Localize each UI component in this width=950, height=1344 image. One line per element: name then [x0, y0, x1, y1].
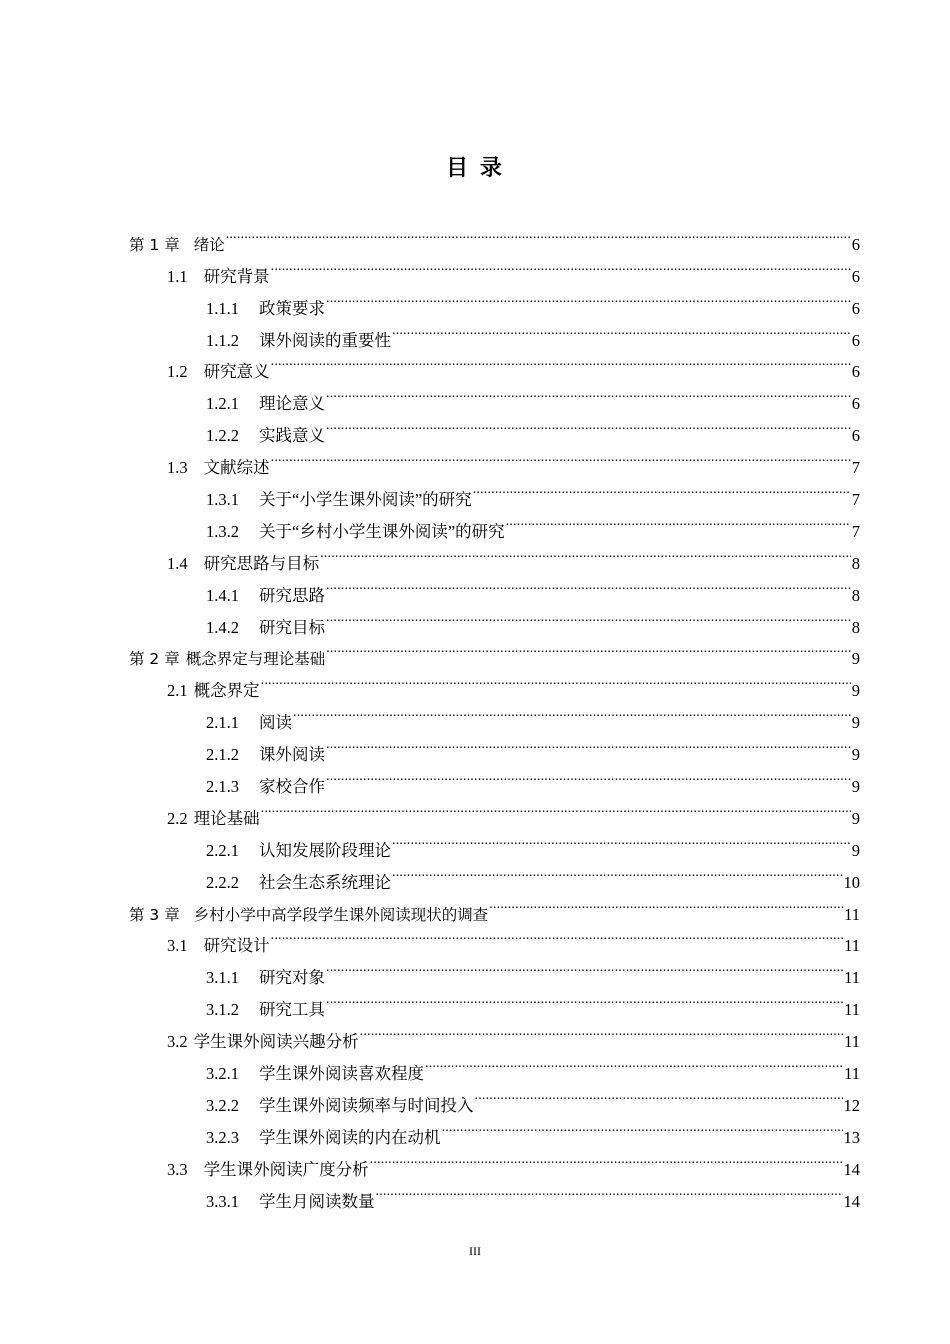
- toc-entry-page-number: 6: [851, 362, 860, 382]
- toc-entry-title: 研究背景: [203, 266, 270, 286]
- toc-entry-page-number: 6: [851, 426, 860, 446]
- toc-entry-page-number: 9: [851, 649, 860, 669]
- toc-entry[interactable]: [0, 346, 950, 382]
- toc-entry-number: 1.3.1: [206, 490, 239, 510]
- toc-dot-leader: [326, 760, 851, 792]
- toc-dot-leader: [506, 505, 851, 537]
- toc-entry-title: 研究工具: [259, 1000, 325, 1020]
- toc-dot-leader: [360, 1015, 843, 1047]
- toc-dot-leader: [326, 601, 851, 633]
- toc-entry-number: 1.3.2: [206, 521, 239, 541]
- toc-entry-page-number: 6: [851, 330, 860, 350]
- toc-entry-page-number: 12: [843, 1095, 860, 1115]
- toc-entry-title: 政策要求: [259, 298, 325, 318]
- toc-entry-title: 乡村小学中高学段学生课外阅读现状的调查: [193, 905, 489, 924]
- toc-entry-number: 2.1.1: [206, 713, 239, 733]
- toc-entry-title: 家校合作: [259, 777, 325, 797]
- toc-dot-leader: [425, 1047, 843, 1079]
- toc-dot-leader: [392, 824, 851, 856]
- toc-entry[interactable]: [0, 983, 950, 1020]
- toc-entry-title: 研究意义: [203, 362, 270, 382]
- toc-dot-leader: [271, 920, 843, 952]
- toc-entry-number: 3.1.1: [206, 968, 239, 988]
- toc-entry-page-number: 9: [851, 745, 860, 765]
- toc-entry[interactable]: [0, 1111, 950, 1147]
- toc-entry-number: 1.4: [167, 553, 188, 573]
- toc-entry-page-number: 11: [844, 936, 860, 956]
- toc-dot-leader: [489, 888, 843, 920]
- toc-entry[interactable]: [0, 569, 950, 605]
- toc-entry[interactable]: [0, 696, 950, 733]
- toc-entry-number: 3.1.2: [206, 1000, 239, 1020]
- toc-entry-title: 研究思路: [259, 585, 325, 605]
- toc-entry-page-number: 14: [843, 1191, 860, 1211]
- toc-entry[interactable]: [0, 601, 950, 637]
- toc-entry-title: 研究设计: [203, 936, 270, 956]
- toc-entry-title: 社会生态系统理论: [259, 872, 391, 892]
- toc-entry-page-number: 9: [851, 713, 860, 733]
- toc-dot-leader: [271, 441, 851, 473]
- toc-entry-number: 1.1: [167, 266, 188, 286]
- toc-entry-number: 第 2 章: [129, 650, 180, 669]
- toc-entry-title: 关于“小学生课外阅读”的研究: [259, 490, 472, 510]
- toc-entry[interactable]: [0, 760, 950, 797]
- toc-entry-page-number: 7: [851, 490, 860, 510]
- toc-dot-leader: [370, 1143, 843, 1175]
- toc-entry[interactable]: [0, 314, 950, 350]
- toc-entry-page-number: 6: [851, 234, 860, 254]
- toc-entry-number: 第 3 章: [129, 905, 180, 924]
- toc-entry-page-number: 6: [851, 298, 860, 318]
- toc-entry-page-number: 7: [851, 521, 860, 541]
- toc-entry-number: 1.4.1: [206, 585, 239, 605]
- toc-entry-number: 1.1.1: [206, 298, 239, 318]
- toc-entry-title: 认知发展阶段理论: [259, 840, 391, 860]
- toc-list: [0, 218, 950, 1211]
- toc-entry-page-number: 13: [843, 1127, 860, 1147]
- toc-entry[interactable]: [0, 1175, 950, 1211]
- toc-entry-page-number: 10: [843, 872, 860, 892]
- toc-entry[interactable]: [0, 728, 950, 765]
- toc-entry-title: 概念界定: [193, 681, 260, 701]
- toc-entry-page-number: 6: [851, 266, 860, 286]
- toc-entry-page-number: 8: [851, 553, 860, 573]
- toc-dot-leader: [293, 696, 851, 728]
- toc-entry-title: 关于“乡村小学生课外阅读”的研究: [259, 521, 505, 541]
- toc-entry[interactable]: [0, 218, 950, 254]
- toc-entry-page-number: 9: [851, 777, 860, 797]
- toc-entry-number: 3.3: [167, 1159, 188, 1179]
- toc-entry-number: 1.4.2: [206, 617, 239, 637]
- toc-entry-page-number: 9: [851, 681, 860, 701]
- toc-entry[interactable]: [0, 505, 950, 541]
- toc-entry-page-number: 6: [851, 394, 860, 414]
- toc-dot-leader: [326, 728, 851, 760]
- toc-dot-leader: [326, 409, 851, 441]
- toc-dot-leader: [475, 1079, 843, 1111]
- toc-dot-leader: [392, 856, 843, 888]
- toc-entry-page-number: 11: [844, 968, 860, 988]
- toc-entry-page-number: 9: [851, 840, 860, 860]
- toc-entry-number: 2.2.1: [206, 840, 239, 860]
- toc-entry[interactable]: [0, 856, 950, 892]
- toc-entry-number: 2.1.2: [206, 745, 239, 765]
- toc-dot-leader: [320, 537, 851, 569]
- toc-entry-number: 3.2.1: [206, 1064, 239, 1084]
- toc-entry[interactable]: [0, 1015, 950, 1052]
- toc-entry-page-number: 8: [851, 617, 860, 637]
- toc-dot-leader: [376, 1175, 843, 1207]
- toc-entry-number: 2.2: [167, 808, 188, 828]
- toc-entry-number: 2.1.3: [206, 777, 239, 797]
- toc-entry-page-number: 9: [851, 808, 860, 828]
- toc-entry[interactable]: [0, 409, 950, 446]
- toc-dot-leader: [261, 792, 851, 824]
- toc-entry-page-number: 11: [844, 1032, 860, 1052]
- toc-entry[interactable]: [0, 537, 950, 573]
- toc-entry-title: 研究对象: [259, 968, 325, 988]
- toc-entry-number: 2.1: [167, 681, 188, 701]
- toc-entry[interactable]: [0, 1079, 950, 1115]
- toc-entry[interactable]: [0, 951, 950, 988]
- toc-entry-number: 3.2: [167, 1032, 188, 1052]
- toc-entry-title: 文献综述: [203, 458, 270, 478]
- toc-entry[interactable]: [0, 282, 950, 318]
- toc-dot-leader: [271, 250, 851, 282]
- toc-entry-title: 实践意义: [259, 426, 325, 446]
- toc-entry-page-number: 11: [844, 1000, 860, 1020]
- toc-entry-title: 学生月阅读数量: [259, 1191, 375, 1211]
- toc-entry[interactable]: [0, 377, 950, 414]
- toc-dot-leader: [226, 218, 851, 250]
- toc-entry-title: 概念界定与理论基础: [185, 650, 326, 669]
- toc-entry-number: 1.2.1: [206, 394, 239, 414]
- toc-dot-leader: [271, 346, 851, 378]
- toc-entry[interactable]: [0, 792, 950, 828]
- toc-entry-page-number: 11: [844, 904, 860, 924]
- toc-dot-leader: [392, 314, 851, 346]
- toc-entry-title: 课外阅读的重要性: [259, 330, 391, 350]
- toc-entry-title: 理论意义: [259, 394, 325, 414]
- toc-dot-leader: [326, 377, 851, 409]
- toc-entry[interactable]: [0, 441, 950, 478]
- toc-entry[interactable]: [0, 1047, 950, 1084]
- toc-entry-number: 2.2.2: [206, 872, 239, 892]
- toc-dot-leader: [326, 983, 843, 1015]
- toc-entry-number: 1.3: [167, 458, 188, 478]
- toc-entry-title: 学生课外阅读频率与时间投入: [259, 1095, 474, 1115]
- toc-entry-number: 1.2.2: [206, 426, 239, 446]
- toc-entry[interactable]: [0, 824, 950, 860]
- toc-entry[interactable]: [0, 473, 950, 510]
- toc-entry-number: 第 1 章: [129, 235, 180, 254]
- toc-entry-title: 研究思路与目标: [203, 553, 320, 573]
- toc-dot-leader: [326, 633, 851, 665]
- toc-entry-number: 1.2: [167, 362, 188, 382]
- toc-entry-page-number: 14: [843, 1159, 860, 1179]
- toc-title: 目 录: [446, 156, 504, 181]
- toc-entry-number: 3.3.1: [206, 1191, 239, 1211]
- toc-entry-number: 3.1: [167, 936, 188, 956]
- toc-entry[interactable]: [0, 1143, 950, 1179]
- toc-dot-leader: [326, 569, 851, 601]
- toc-dot-leader: [326, 951, 843, 983]
- toc-entry-number: 1.1.2: [206, 330, 239, 350]
- toc-entry-title: 研究目标: [259, 617, 325, 637]
- toc-entry-title: 学生课外阅读兴趣分析: [193, 1032, 359, 1052]
- toc-entry-title: 学生课外阅读广度分析: [203, 1159, 369, 1179]
- toc-entry-title: 理论基础: [193, 808, 260, 828]
- toc-entry[interactable]: [0, 888, 950, 924]
- toc-entry-title: 绪论: [193, 235, 225, 254]
- toc-entry-number: 3.2.2: [206, 1095, 239, 1115]
- toc-entry-title: 阅读: [259, 713, 292, 733]
- toc-dot-leader: [442, 1111, 843, 1143]
- toc-entry-page-number: 7: [851, 458, 860, 478]
- toc-dot-leader: [261, 664, 851, 696]
- toc-dot-leader: [326, 282, 851, 314]
- toc-entry-page-number: 8: [851, 585, 860, 605]
- toc-entry-number: 3.2.3: [206, 1127, 239, 1147]
- toc-entry-title: 学生课外阅读喜欢程度: [259, 1064, 424, 1084]
- toc-entry[interactable]: [0, 633, 950, 669]
- toc-entry-page-number: 11: [844, 1064, 860, 1084]
- toc-dot-leader: [473, 473, 851, 505]
- toc-entry-title: 学生课外阅读的内在动机: [259, 1127, 441, 1147]
- toc-entry-title: 课外阅读: [259, 745, 325, 765]
- page-number-footer: III: [469, 1244, 481, 1258]
